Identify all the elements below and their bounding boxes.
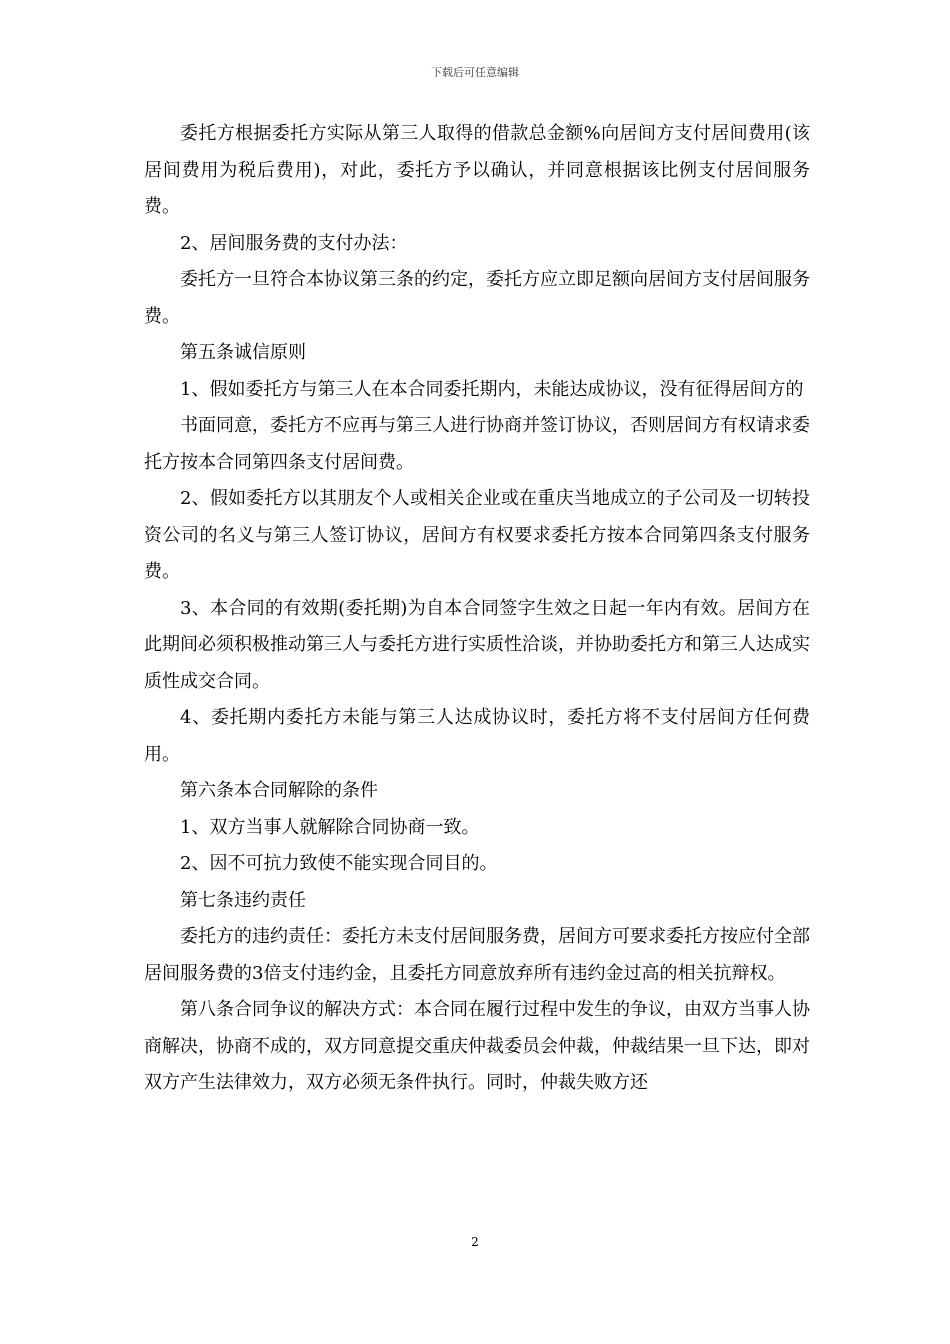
paragraph-article-5-item-3: 3、本合同的有效期(委托期)为自本合同签字生效之日起一年内有效。居间方在此期间必须积极推动第三人与委托方进行实质性洽谈，并协助委托方和第三人达成实质性成交合同。 [144, 597, 810, 692]
paragraph-payment-method-heading: 2、居间服务费的支付办法： [180, 232, 408, 254]
page-header: 下载后可任意编辑 [431, 66, 519, 79]
paragraph-article-5-item-4: 4、委托期内委托方未能与第三人达成协议时，委托方将不支付居间方任何费用。 [144, 707, 810, 765]
page-number: 2 [471, 1235, 479, 1249]
paragraph-article-7-liability: 委托方的违约责任：委托方未支付居间服务费，居间方可要求委托方按应付全部居间服务费的3倍支付违约金，且委托方同意放弃所有违约金过高的相关抗辩权。 [144, 926, 810, 984]
paragraph-article-5-item-2: 2、假如委托方以其朋友个人或相关企业或在重庆当地成立的子公司及一切转投资公司的名义与第三人签订协议，居间方有权要求委托方按本合同第四条支付服务费。 [144, 488, 810, 582]
section-heading-article-7: 第七条违约责任 [180, 889, 306, 911]
paragraph-service-fee-basis: 委托方根据委托方实际从第三人取得的借款总金额%向居间方支付居间费用(该居间费用为税后费用)，对此，委托方予以确认，并同意根据该比例支付居间服务费。 [144, 123, 810, 217]
paragraph-article-5-item-1: 1、假如委托方与第三人在本合同委托期内，未能达成协议，没有征得居间方的 [180, 378, 804, 400]
paragraph-article-6-item-2: 2、因不可抗力致使不能实现合同目的。 [180, 853, 498, 874]
paragraph-payment-method: 委托方一旦符合本协议第三条的约定，委托方应立即足额向居间方支付居间服务费。 [144, 269, 810, 327]
paragraph-article-8-dispute: 第八条合同争议的解决方式：本合同在履行过程中发生的争议，由双方当事人协商解决，协商不成的，双方同意提交重庆仲裁委员会仲裁，仲裁结果一旦下达，即对双方产生法律效力，双方必须无条件执行。同时，仲裁失败方还 [144, 999, 810, 1093]
paragraph-article-6-item-1: 1、双方当事人就解除合同协商一致。 [180, 816, 480, 838]
section-heading-article-6: 第六条本合同解除的条件 [180, 780, 378, 801]
paragraph-article-5-item-1-continued: 书面同意，委托方不应再与第三人进行协商并签订协议，否则居间方有权请求委托方按本合同第四条支付居间费。 [144, 415, 810, 473]
document-body [144, 116, 810, 1102]
section-heading-article-5: 第五条诚信原则 [180, 342, 306, 363]
